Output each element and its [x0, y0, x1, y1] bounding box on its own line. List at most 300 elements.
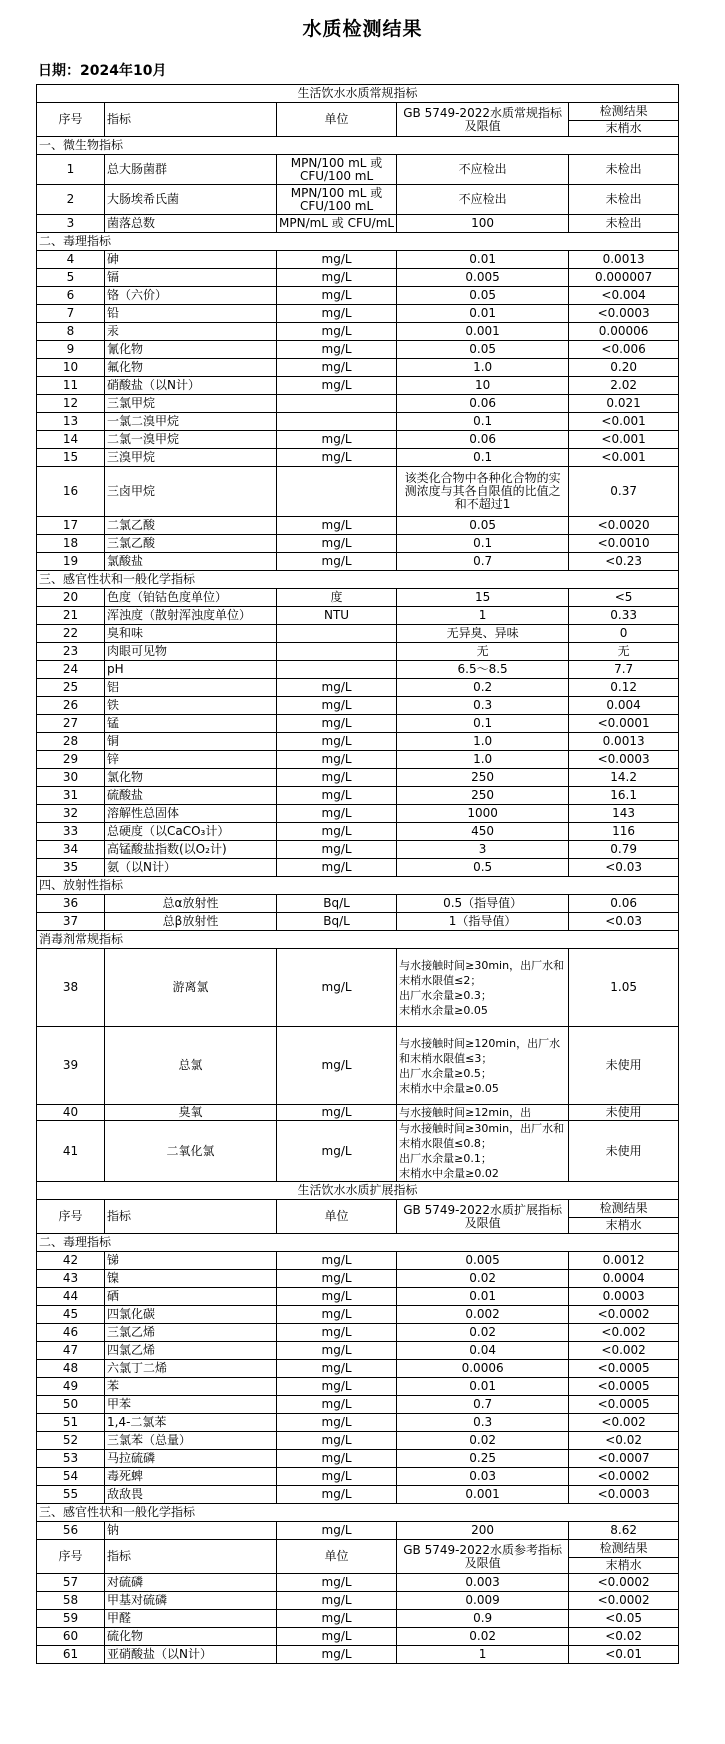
test-result: <0.0005 [569, 1360, 679, 1378]
table-row [37, 1306, 679, 1324]
limit-value: 0.05 [397, 287, 569, 305]
test-result: 0.021 [569, 395, 679, 413]
section-title: 二、毒理指标 [37, 233, 679, 251]
unit: Bq/L [277, 895, 397, 913]
limit-value: 0.002 [397, 1306, 569, 1324]
limit-value: 10 [397, 377, 569, 395]
unit: mg/L [277, 1592, 397, 1610]
row-number: 48 [37, 1360, 105, 1378]
indicator-name: 总氯 [105, 1027, 277, 1105]
row-number: 52 [37, 1432, 105, 1450]
indicator-name: 三氯乙酸 [105, 535, 277, 553]
indicator-name: 氯酸盐 [105, 553, 277, 571]
limit-value: 0.5 [397, 859, 569, 877]
limit-value: 不应检出 [397, 185, 569, 215]
indicator-name: 六氯丁二烯 [105, 1360, 277, 1378]
test-result: <0.01 [569, 1646, 679, 1664]
unit: NTU [277, 607, 397, 625]
limit-value: 0.01 [397, 1288, 569, 1306]
table-row [37, 1378, 679, 1396]
limit-value: 0.001 [397, 1486, 569, 1504]
table-row [37, 287, 679, 305]
report-date: 日期：2024年10月 [38, 63, 167, 79]
table-row [37, 625, 679, 643]
indicator-name: 镉 [105, 269, 277, 287]
test-result: 0.0013 [569, 733, 679, 751]
test-result: 116 [569, 823, 679, 841]
limit-value: 1（指导值） [397, 913, 569, 931]
limit-value: 3 [397, 841, 569, 859]
test-result: <0.03 [569, 913, 679, 931]
row-number: 44 [37, 1288, 105, 1306]
table-row [37, 467, 679, 517]
unit: mg/L [277, 1360, 397, 1378]
table-row [37, 751, 679, 769]
test-result: 未检出 [569, 155, 679, 185]
unit: 度 [277, 589, 397, 607]
unit: mg/L [277, 715, 397, 733]
limit-value: 0.02 [397, 1432, 569, 1450]
limit-value: 0.03 [397, 1468, 569, 1486]
test-result: <0.0002 [569, 1468, 679, 1486]
row-number: 20 [37, 589, 105, 607]
header-indicator: 指标 [105, 1200, 277, 1234]
header-indicator: 指标 [105, 103, 277, 137]
unit: mg/L [277, 1468, 397, 1486]
row-number: 12 [37, 395, 105, 413]
unit: mg/L [277, 1522, 397, 1540]
unit: mg/L [277, 535, 397, 553]
header-indicator: 指标 [105, 1540, 277, 1574]
table-row [37, 449, 679, 467]
table-row [37, 377, 679, 395]
indicator-name: pH [105, 661, 277, 679]
indicator-name: 总β放射性 [105, 913, 277, 931]
row-number: 47 [37, 1342, 105, 1360]
row-number: 24 [37, 661, 105, 679]
test-result: 2.02 [569, 377, 679, 395]
test-result: <0.03 [569, 859, 679, 877]
test-result: <0.0002 [569, 1592, 679, 1610]
test-result: <0.0003 [569, 751, 679, 769]
header-unit: 单位 [277, 1540, 397, 1574]
unit [277, 467, 397, 517]
header-row [37, 1540, 679, 1558]
section-row [37, 877, 679, 895]
row-number: 21 [37, 607, 105, 625]
test-result: 未检出 [569, 185, 679, 215]
limit-value: 1 [397, 1646, 569, 1664]
unit: Bq/L [277, 913, 397, 931]
limit-value: 0.05 [397, 517, 569, 535]
unit: mg/L [277, 949, 397, 1027]
row-number: 61 [37, 1646, 105, 1664]
indicator-name: 总大肠菌群 [105, 155, 277, 185]
header-unit: 单位 [277, 1200, 397, 1234]
table-row [37, 535, 679, 553]
unit: mg/L [277, 1646, 397, 1664]
header-result: 检测结果 [569, 1540, 679, 1558]
row-number: 43 [37, 1270, 105, 1288]
row-number: 34 [37, 841, 105, 859]
limit-value: 450 [397, 823, 569, 841]
section-row [37, 931, 679, 949]
test-result: 无 [569, 643, 679, 661]
test-result: <0.0020 [569, 517, 679, 535]
limit-value: 0.1 [397, 715, 569, 733]
indicator-name: 三溴甲烷 [105, 449, 277, 467]
row-number: 40 [37, 1105, 105, 1121]
table-row [37, 1522, 679, 1540]
row-number: 53 [37, 1450, 105, 1468]
row-number: 37 [37, 913, 105, 931]
row-number: 50 [37, 1396, 105, 1414]
indicator-name: 三氯甲烷 [105, 395, 277, 413]
test-result: 16.1 [569, 787, 679, 805]
table-row [37, 733, 679, 751]
header-sample-type: 末梢水 [569, 1218, 679, 1234]
indicator-name: 铅 [105, 305, 277, 323]
limit-value: 0.06 [397, 431, 569, 449]
indicator-name: 砷 [105, 251, 277, 269]
indicator-name: 敌敌畏 [105, 1486, 277, 1504]
test-result: 0.12 [569, 679, 679, 697]
test-result: <0.002 [569, 1342, 679, 1360]
unit: mg/L [277, 805, 397, 823]
indicator-name: 亚硝酸盐（以N计） [105, 1646, 277, 1664]
table-row [37, 1121, 679, 1182]
row-number: 55 [37, 1486, 105, 1504]
indicator-name: 硫化物 [105, 1628, 277, 1646]
indicator-name: 锌 [105, 751, 277, 769]
row-number: 41 [37, 1121, 105, 1182]
header-row [37, 1200, 679, 1218]
unit: mg/L [277, 251, 397, 269]
row-number: 51 [37, 1414, 105, 1432]
test-result: <0.001 [569, 449, 679, 467]
table-row [37, 1486, 679, 1504]
indicator-name: 汞 [105, 323, 277, 341]
indicator-name: 氟化物 [105, 359, 277, 377]
unit: mg/L [277, 553, 397, 571]
table-row [37, 1450, 679, 1468]
test-result: 0.0012 [569, 1252, 679, 1270]
indicator-name: 四氯乙烯 [105, 1342, 277, 1360]
unit: mg/L [277, 787, 397, 805]
test-result: <0.001 [569, 431, 679, 449]
unit [277, 643, 397, 661]
limit-value: 0.3 [397, 697, 569, 715]
unit: mg/L [277, 1610, 397, 1628]
table-row [37, 643, 679, 661]
table-row [37, 769, 679, 787]
limit-value: 0.7 [397, 553, 569, 571]
table-row [37, 679, 679, 697]
limit-value: 0.9 [397, 1610, 569, 1628]
table-row [37, 1574, 679, 1592]
unit: mg/L [277, 751, 397, 769]
limit-value: 1.0 [397, 733, 569, 751]
table-row [37, 517, 679, 535]
test-result: 143 [569, 805, 679, 823]
row-number: 13 [37, 413, 105, 431]
indicator-name: 三氯乙烯 [105, 1324, 277, 1342]
limit-value: 0.01 [397, 305, 569, 323]
test-result: <0.02 [569, 1628, 679, 1646]
indicator-name: 硫酸盐 [105, 787, 277, 805]
limit-value: 1 [397, 607, 569, 625]
indicator-name: 色度（铂钴色度单位） [105, 589, 277, 607]
row-number: 18 [37, 535, 105, 553]
indicator-name: 二氯乙酸 [105, 517, 277, 535]
header-no: 序号 [37, 1540, 105, 1574]
table-row [37, 269, 679, 287]
indicator-name: 菌落总数 [105, 215, 277, 233]
table-row [37, 341, 679, 359]
unit: mg/L [277, 1105, 397, 1121]
header-row [37, 103, 679, 121]
row-number: 5 [37, 269, 105, 287]
unit: mg/L [277, 517, 397, 535]
row-number: 14 [37, 431, 105, 449]
indicator-name: 铜 [105, 733, 277, 751]
unit: mg/L [277, 841, 397, 859]
indicator-name: 马拉硫磷 [105, 1450, 277, 1468]
unit [277, 395, 397, 413]
limit-value: 250 [397, 769, 569, 787]
indicator-name: 铁 [105, 697, 277, 715]
row-number: 60 [37, 1628, 105, 1646]
indicator-name: 臭氧 [105, 1105, 277, 1121]
limit-value: 0.005 [397, 1252, 569, 1270]
limit-value: 与水接触时间≥30min，出厂水和末梢水限值≤0.8； 出厂水余量≥0.1； 末梢水中余量≥0.02 [397, 1121, 569, 1182]
table-row [37, 305, 679, 323]
unit: mg/L [277, 1342, 397, 1360]
unit: mg/L [277, 859, 397, 877]
row-number: 3 [37, 215, 105, 233]
test-result: <0.0005 [569, 1396, 679, 1414]
indicator-name: 总α放射性 [105, 895, 277, 913]
limit-value: 0.04 [397, 1342, 569, 1360]
header-standard: GB 5749-2022水质扩展指标及限值 [397, 1200, 569, 1234]
test-result: <0.0003 [569, 305, 679, 323]
indicator-name: 四氯化碳 [105, 1306, 277, 1324]
row-number: 58 [37, 1592, 105, 1610]
indicator-name: 锰 [105, 715, 277, 733]
unit: mg/L [277, 1252, 397, 1270]
unit [277, 661, 397, 679]
unit: mg/L [277, 733, 397, 751]
limit-value: 0.009 [397, 1592, 569, 1610]
indicator-name: 三氯苯（总量） [105, 1432, 277, 1450]
limit-value: 0.02 [397, 1628, 569, 1646]
section-title: 四、放射性指标 [37, 877, 679, 895]
limit-value: 0.001 [397, 323, 569, 341]
table-row [37, 359, 679, 377]
header-result: 检测结果 [569, 103, 679, 121]
unit: mg/L [277, 269, 397, 287]
test-result: <0.0010 [569, 535, 679, 553]
indicator-name: 高锰酸盐指数(以O₂计) [105, 841, 277, 859]
table-row [37, 1628, 679, 1646]
table-row [37, 1610, 679, 1628]
test-result: <0.05 [569, 1610, 679, 1628]
unit [277, 413, 397, 431]
table-row [37, 395, 679, 413]
row-number: 10 [37, 359, 105, 377]
table-row [37, 553, 679, 571]
test-result: 0.79 [569, 841, 679, 859]
table-row [37, 1324, 679, 1342]
table-row [37, 1432, 679, 1450]
unit: mg/L [277, 1288, 397, 1306]
table-caption: 生活饮水水质扩展指标 [37, 1182, 679, 1200]
table-row [37, 805, 679, 823]
header-result: 检测结果 [569, 1200, 679, 1218]
test-result: <0.004 [569, 287, 679, 305]
limit-value: 与水接触时间≥30min，出厂水和末梢水限值≤2； 出厂水余量≥0.3； 末梢水余量≥0.05 [397, 949, 569, 1027]
table-row [37, 859, 679, 877]
limit-value: 0.3 [397, 1414, 569, 1432]
row-number: 1 [37, 155, 105, 185]
row-number: 33 [37, 823, 105, 841]
section-row [37, 1504, 679, 1522]
test-result: 0.004 [569, 697, 679, 715]
limit-value: 0.05 [397, 341, 569, 359]
table-row [37, 1360, 679, 1378]
test-result: <0.006 [569, 341, 679, 359]
indicator-name: 二氧化氯 [105, 1121, 277, 1182]
row-number: 15 [37, 449, 105, 467]
indicator-name: 一氯二溴甲烷 [105, 413, 277, 431]
limit-value: 200 [397, 1522, 569, 1540]
test-result: 14.2 [569, 769, 679, 787]
test-result: <0.001 [569, 413, 679, 431]
indicator-name: 钠 [105, 1522, 277, 1540]
indicator-name: 甲醛 [105, 1610, 277, 1628]
indicator-name: 毒死蜱 [105, 1468, 277, 1486]
test-result: <0.0002 [569, 1574, 679, 1592]
test-result: 0.0004 [569, 1270, 679, 1288]
table-row [37, 697, 679, 715]
header-standard: GB 5749-2022水质参考指标及限值 [397, 1540, 569, 1574]
row-number: 54 [37, 1468, 105, 1486]
table-row [37, 1270, 679, 1288]
row-number: 16 [37, 467, 105, 517]
row-number: 25 [37, 679, 105, 697]
unit: mg/L [277, 1270, 397, 1288]
section-row [37, 571, 679, 589]
indicator-name: 肉眼可见物 [105, 643, 277, 661]
unit: mg/L [277, 679, 397, 697]
limit-value: 0.02 [397, 1270, 569, 1288]
indicator-name: 1,4-二氯苯 [105, 1414, 277, 1432]
limit-value: 0.1 [397, 449, 569, 467]
table-row [37, 661, 679, 679]
limit-value: 0.1 [397, 535, 569, 553]
unit: mg/L [277, 449, 397, 467]
unit [277, 625, 397, 643]
header-unit: 单位 [277, 103, 397, 137]
row-number: 28 [37, 733, 105, 751]
test-result: <0.0005 [569, 1378, 679, 1396]
row-number: 19 [37, 553, 105, 571]
unit: mg/L [277, 377, 397, 395]
test-result: 0 [569, 625, 679, 643]
test-result: 0.00006 [569, 323, 679, 341]
row-number: 7 [37, 305, 105, 323]
table-row [37, 1468, 679, 1486]
table-caption: 生活饮水水质常规指标 [37, 85, 679, 103]
table-row [37, 413, 679, 431]
indicator-name: 铝 [105, 679, 277, 697]
test-result: <0.0002 [569, 1306, 679, 1324]
row-number: 45 [37, 1306, 105, 1324]
indicator-name: 溶解性总固体 [105, 805, 277, 823]
limit-value: 250 [397, 787, 569, 805]
indicator-name: 镍 [105, 1270, 277, 1288]
table-row [37, 215, 679, 233]
indicator-name: 大肠埃希氏菌 [105, 185, 277, 215]
row-number: 9 [37, 341, 105, 359]
test-result: <0.002 [569, 1324, 679, 1342]
test-result: 0.33 [569, 607, 679, 625]
test-result: 未使用 [569, 1105, 679, 1121]
row-number: 30 [37, 769, 105, 787]
indicator-name: 二氯一溴甲烷 [105, 431, 277, 449]
unit: mg/L [277, 769, 397, 787]
table-row [37, 431, 679, 449]
indicator-name: 锑 [105, 1252, 277, 1270]
row-number: 32 [37, 805, 105, 823]
unit: mg/L [277, 359, 397, 377]
row-number: 26 [37, 697, 105, 715]
test-result: 8.62 [569, 1522, 679, 1540]
unit: mg/L [277, 431, 397, 449]
header-no: 序号 [37, 103, 105, 137]
indicator-name: 铬（六价） [105, 287, 277, 305]
limit-value: 1000 [397, 805, 569, 823]
indicator-name: 臭和味 [105, 625, 277, 643]
table-row [37, 841, 679, 859]
header-standard: GB 5749-2022水质常规指标及限值 [397, 103, 569, 137]
row-number: 42 [37, 1252, 105, 1270]
test-result: 0.06 [569, 895, 679, 913]
limit-value: 0.01 [397, 251, 569, 269]
section-row [37, 1234, 679, 1252]
unit: MPN/100 mL 或 CFU/100 mL [277, 185, 397, 215]
indicator-name: 甲基对硫磷 [105, 1592, 277, 1610]
limit-value: 0.0006 [397, 1360, 569, 1378]
row-number: 31 [37, 787, 105, 805]
section-title: 一、微生物指标 [37, 137, 679, 155]
unit: mg/L [277, 1396, 397, 1414]
test-result: <0.002 [569, 1414, 679, 1432]
limit-value: 0.02 [397, 1324, 569, 1342]
unit: mg/L [277, 1306, 397, 1324]
header-sample-type: 末梢水 [569, 121, 679, 137]
indicator-name: 氯化物 [105, 769, 277, 787]
table-row [37, 895, 679, 913]
limit-value: 6.5～8.5 [397, 661, 569, 679]
unit: mg/L [277, 1027, 397, 1105]
row-number: 46 [37, 1324, 105, 1342]
test-result: <0.0003 [569, 1486, 679, 1504]
test-result: <5 [569, 589, 679, 607]
limit-value: 0.06 [397, 395, 569, 413]
row-number: 22 [37, 625, 105, 643]
indicator-name: 三卤甲烷 [105, 467, 277, 517]
